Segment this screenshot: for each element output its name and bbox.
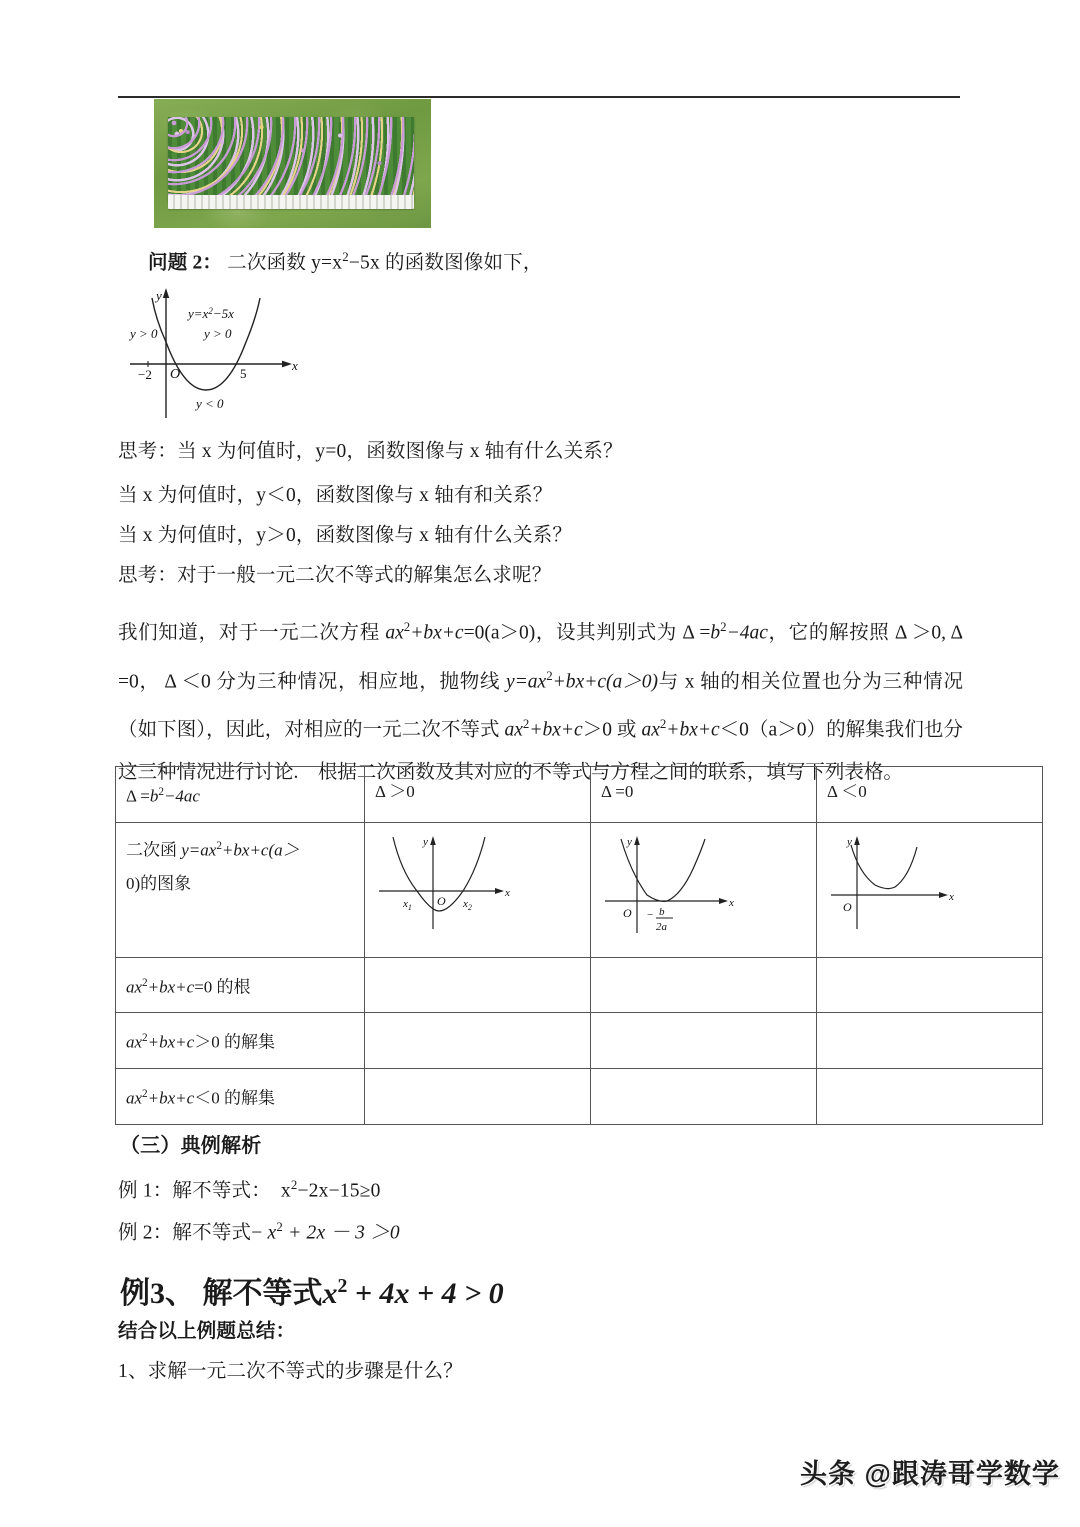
table-row xyxy=(116,767,1043,823)
cell-lt-delta-zero[interactable] xyxy=(591,1068,817,1124)
para-expr-2b: −4ac xyxy=(726,622,768,644)
para-seg-3: ，它的解按照 Δ ＞0, Δ =0， Δ ＜0 分为三种情况，相应地，抛物线 xyxy=(118,622,963,692)
para-expr-5: ax xyxy=(641,719,660,741)
cell-roots-delta-positive[interactable] xyxy=(365,957,591,1013)
para-expr-1: ax xyxy=(385,622,404,644)
cell-lt-delta-positive[interactable] xyxy=(365,1068,591,1124)
minifig-delta-negative-svg xyxy=(827,829,1007,941)
svg-text:x: x xyxy=(949,890,954,903)
lt-mid: +bx+c xyxy=(147,1088,195,1108)
minifig-delta-zero-svg xyxy=(601,829,781,941)
lt-expr: ax xyxy=(126,1088,143,1108)
table-row xyxy=(116,822,1043,957)
example-3-tail: + 4x + 4 > 0 xyxy=(347,1277,504,1310)
svg-text:x2: $x_2$ xyxy=(463,897,472,912)
question-line-1: 思考：当 x 为何值时，y=0，函数图像与 x 轴有什么关系？ xyxy=(118,441,623,462)
example-2-line xyxy=(118,1220,400,1245)
example-2-pre: 例 2：解不等式− xyxy=(118,1222,268,1244)
example-3-exponent: 2 xyxy=(337,1275,348,1297)
question-line-4: 思考：对于一般一元二次不等式的解集怎么求呢？ xyxy=(118,565,552,586)
para-seg-2: ，设其判别式为 Δ = xyxy=(535,622,711,644)
cell-gt-delta-positive[interactable] xyxy=(365,1013,591,1069)
example-3-pre: 例3、 解不等式 xyxy=(120,1277,323,1310)
svg-text:y: y xyxy=(627,835,632,848)
lt-exponent: 2 xyxy=(142,1087,148,1100)
para-expr-4: ax xyxy=(504,719,523,741)
para-expr-5c: ＜0（a＞0） xyxy=(719,719,827,741)
table-header-delta-positive: Δ ＞0 xyxy=(365,767,591,823)
gt-tail: ＞0 的解集 xyxy=(194,1032,275,1052)
roots-mid: +bx+c xyxy=(147,977,195,997)
problem-2-text-after: −5x 的函数图像如下， xyxy=(348,252,543,274)
roots-tail: =0 的根 xyxy=(194,977,251,997)
svg-text:y < 0: y < 0 xyxy=(196,396,224,411)
quad-label-exponent: 2 xyxy=(216,839,222,852)
para-expr-5b: +bx+c xyxy=(666,719,720,741)
quad-label-mid: +bx+c(a＞ xyxy=(221,840,300,860)
svg-text:x1: $x_1$ xyxy=(403,897,412,912)
para-expr-4b: +bx+c xyxy=(529,719,583,741)
para-expr-1c: =0(a＞0) xyxy=(463,622,536,644)
svg-text:−: − xyxy=(647,908,654,921)
minifig-delta-zero xyxy=(601,829,781,941)
minifig-delta-positive xyxy=(375,829,555,941)
gt-mid: +bx+c xyxy=(147,1032,195,1052)
quad-label-pre: 二次函 xyxy=(126,840,182,860)
svg-text:y=x2−5x: $y=x^2-5x$ xyxy=(188,306,234,321)
quad-label-tail: 0)的图象 xyxy=(126,874,192,894)
para-expr-2: b xyxy=(710,622,721,644)
example-2-exponent: 2 xyxy=(276,1220,283,1234)
discriminant-table xyxy=(115,766,1043,1125)
example-1-tail: −2x−15≥0 xyxy=(297,1180,381,1202)
cell-lt-delta-negative[interactable] xyxy=(817,1068,1043,1124)
delta-b: b xyxy=(149,786,159,806)
cell-graph-delta-negative xyxy=(817,822,1043,957)
para-expr-4c: ＞0 xyxy=(582,719,612,741)
table-row xyxy=(116,957,1043,1013)
parabola-figure-y-equals-x2-minus-5x xyxy=(126,286,406,426)
problem-2-exponent: 2 xyxy=(342,250,349,264)
parabola-svg xyxy=(126,286,406,426)
problem-2-line xyxy=(148,250,543,275)
row-label-solution-set-gt xyxy=(116,1013,365,1069)
cell-roots-delta-negative[interactable] xyxy=(817,957,1043,1013)
gt-expr: ax xyxy=(126,1032,143,1052)
table-header-delta-zero: Δ =0 xyxy=(591,767,817,823)
svg-text:y > 0: y > 0 xyxy=(204,326,232,341)
watermark-text: 头条 @跟涛哥学数学 xyxy=(800,1459,1060,1489)
cell-gt-delta-zero[interactable] xyxy=(591,1013,817,1069)
para-seg-1: 我们知道，对于一元二次方程 xyxy=(118,622,386,644)
cell-graph-delta-zero xyxy=(591,822,817,957)
lt-tail: ＜0 的解集 xyxy=(194,1088,275,1108)
picket-fence xyxy=(168,195,414,209)
gt-exponent: 2 xyxy=(142,1032,148,1045)
svg-text:2a: 2a xyxy=(656,920,667,933)
row-label-solution-set-lt xyxy=(116,1068,365,1124)
svg-text:y: y xyxy=(423,835,428,848)
svg-text:y: y xyxy=(156,288,162,303)
example-1-pre: 例 1：解不等式： x xyxy=(118,1180,291,1202)
example-3-line xyxy=(120,1268,504,1312)
svg-text:y: y xyxy=(847,835,852,848)
svg-text:b: b xyxy=(659,905,665,918)
para-expr-3-sup: 2 xyxy=(546,668,553,683)
flower-bed-photo xyxy=(154,99,431,228)
delta-b-exponent: 2 xyxy=(158,786,164,798)
svg-text:O: O xyxy=(437,893,446,908)
minifig-delta-negative xyxy=(827,829,1007,941)
svg-text:5: 5 xyxy=(240,366,247,381)
delta-prefix: Δ = xyxy=(126,786,150,806)
para-expr-3: y=ax xyxy=(505,671,547,692)
cell-gt-delta-negative[interactable] xyxy=(817,1013,1043,1069)
table-row xyxy=(116,1068,1043,1124)
roots-exponent: 2 xyxy=(142,976,148,989)
svg-text:x: x xyxy=(292,358,298,373)
para-expr-1b: +bx+c xyxy=(410,622,464,644)
example-2-tail: + 2x － 3 ＞0 xyxy=(283,1222,400,1244)
example-1-exponent: 2 xyxy=(290,1178,298,1192)
para-expr-2-sup: 2 xyxy=(720,620,727,634)
quad-label-expr: y=ax xyxy=(181,840,217,860)
para-seg-5: 或 xyxy=(611,719,642,741)
example-3-var: x xyxy=(322,1277,338,1310)
question-line-2: 当 x 为何值时，y＜0，函数图像与 x 轴有和关系？ xyxy=(118,485,553,506)
para-expr-5-sup: 2 xyxy=(659,717,667,731)
summary-item-1: 1、求解一元二次不等式的步骤是什么？ xyxy=(118,1361,463,1382)
roots-expr: ax xyxy=(126,977,143,997)
para-expr-4-sup: 2 xyxy=(522,717,530,731)
svg-text:−2: −2 xyxy=(138,367,152,382)
svg-text:O: O xyxy=(170,367,181,382)
example-1-line xyxy=(118,1178,381,1203)
row-label-quadratic-graph xyxy=(116,822,365,957)
delta-tail: −4ac xyxy=(163,786,200,806)
problem-2-label: 问题 2： xyxy=(148,252,223,274)
para-expr-3b: +bx+c(a＞0) xyxy=(552,671,659,692)
svg-text:y > 0: y > 0 xyxy=(130,326,158,341)
problem-2-text-before: 二次函数 y=x xyxy=(227,252,343,274)
para-seg-6: 的解集我们也分这三种情况进行讨论. 根据二次函数及其对应的不等式与方程之间的联系，填写下列表格。 xyxy=(118,719,963,783)
header-rule xyxy=(118,96,960,98)
section-heading-typical-examples: （三）典例解析 xyxy=(120,1135,262,1157)
para-seg-4: 与 x 轴的相关位置也分为三种情况（如下图），因此，对相应的一元二次不等式 xyxy=(118,671,963,741)
para-expr-1-sup: 2 xyxy=(403,620,411,634)
question-line-3: 当 x 为何值时，y＞0，函数图像与 x 轴有什么关系？ xyxy=(118,525,573,546)
flower-bed xyxy=(168,117,414,201)
example-2-var: x xyxy=(267,1222,277,1244)
table-row xyxy=(116,1013,1043,1069)
row-label-roots xyxy=(116,957,365,1013)
table-header-delta-negative: Δ ＜0 xyxy=(817,767,1043,823)
svg-text:x: x xyxy=(729,896,734,909)
summary-heading: 结合以上例题总结： xyxy=(118,1321,296,1342)
svg-text:O: O xyxy=(843,899,852,914)
svg-text:x: x xyxy=(505,886,510,899)
table-header-discriminant xyxy=(116,767,365,823)
cell-graph-delta-positive xyxy=(365,822,591,957)
cell-roots-delta-zero[interactable] xyxy=(591,957,817,1013)
svg-text:O: O xyxy=(623,905,632,920)
minifig-delta-positive-svg xyxy=(375,829,555,941)
